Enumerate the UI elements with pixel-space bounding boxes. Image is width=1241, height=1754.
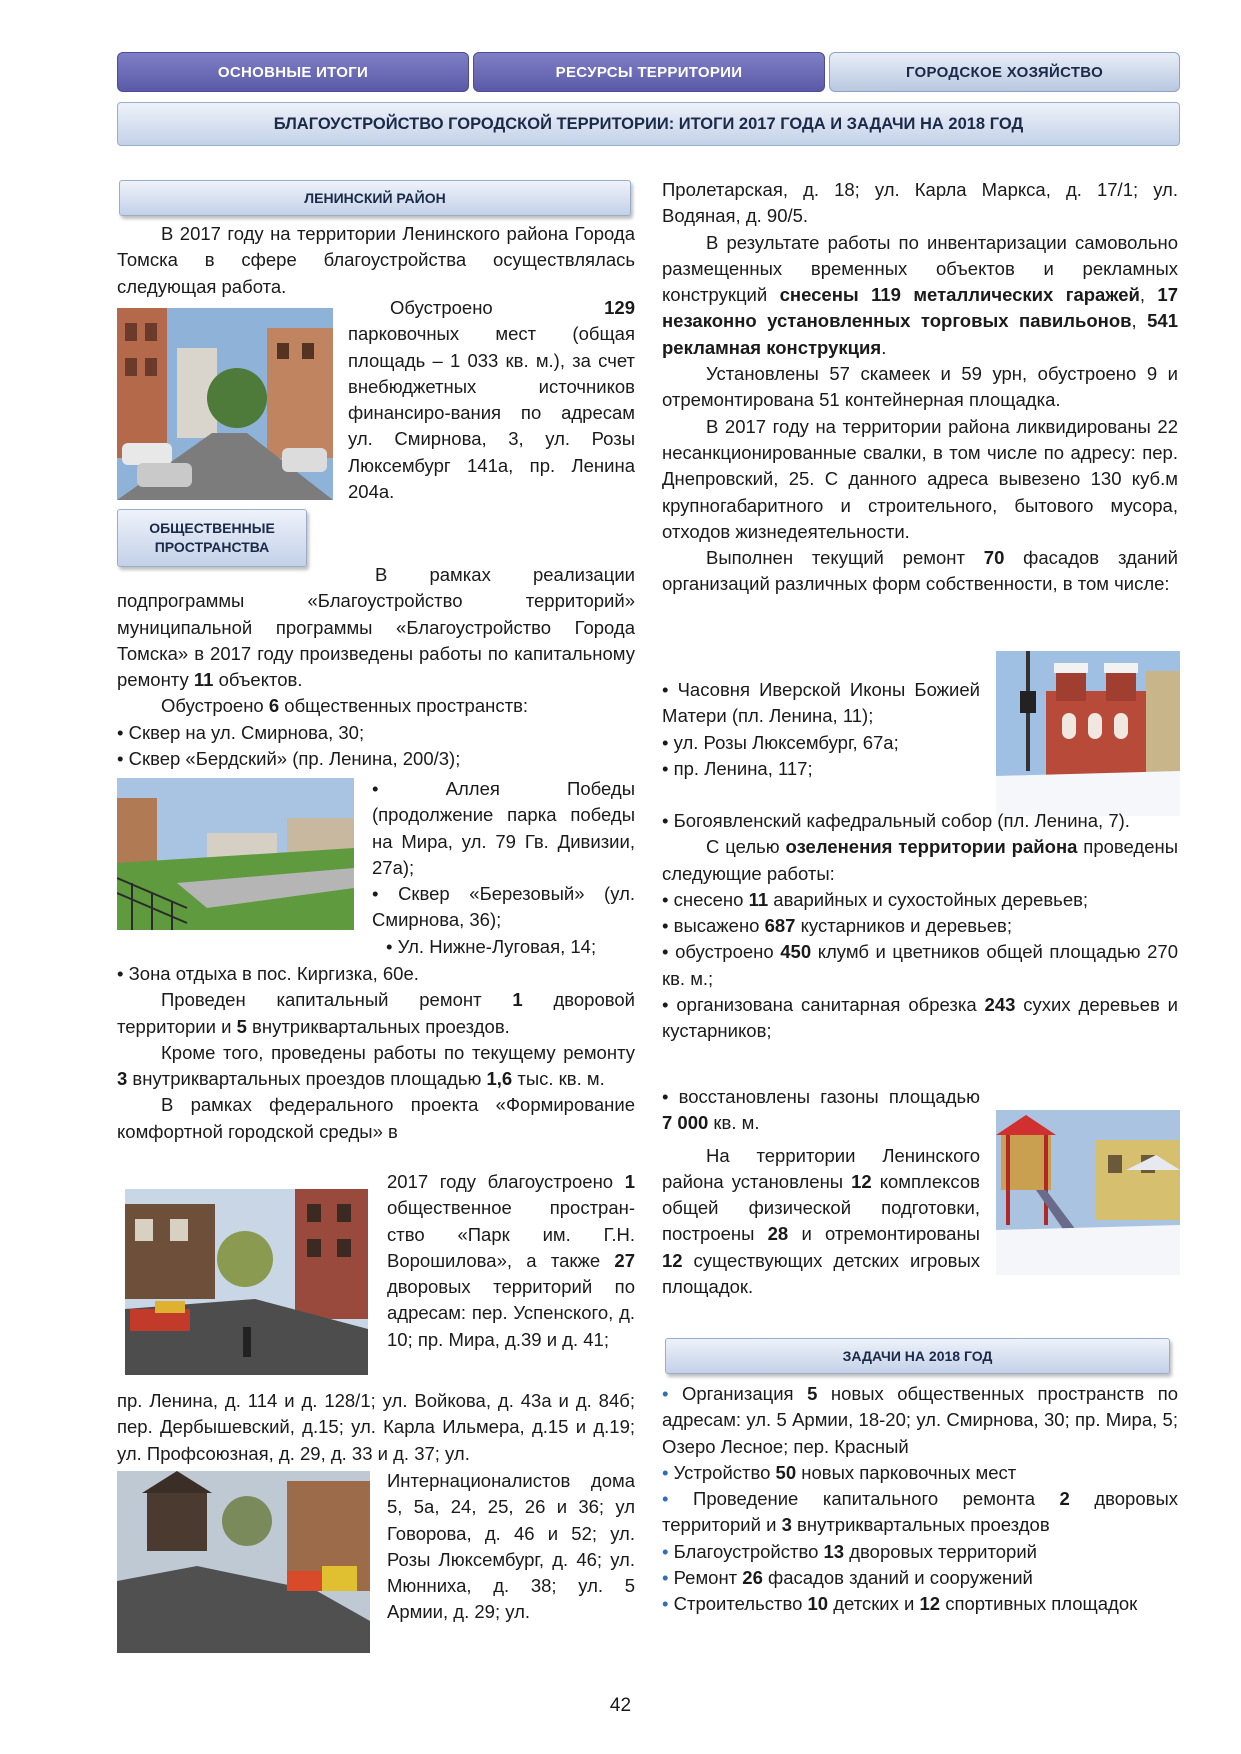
separator: , xyxy=(1131,310,1148,332)
current-area: 1,6 xyxy=(486,1068,513,1090)
current-count: 3 xyxy=(117,1068,128,1090)
list-item-text: Аллея Победы (продолжение парка победы на Мира, ул. 79 Гв. Дивизии, 27а); xyxy=(372,778,635,878)
current-text: Кроме того, проведены работы по текущему ремонту xyxy=(161,1041,635,1063)
list-item: • пр. Ленина, 117; xyxy=(662,757,813,779)
list-item-text: фасадов зданий и сооружений xyxy=(762,1567,1033,1589)
repairs-paragraph xyxy=(117,961,635,1145)
list-item: • Ул. Нижне-Луговая, 14; xyxy=(386,935,597,957)
list-item: • Благоустройство 13 дворовых территорий xyxy=(662,1540,1038,1562)
spaces-text-end: общественных пространств: xyxy=(279,695,529,717)
list-item: • Богоявленский кафедральный собор (пл. Ленина, 7). xyxy=(662,810,1130,831)
task-number: 10 xyxy=(807,1593,829,1615)
page-title: БЛАГОУСТРОЙСТВО ГОРОДСКОЙ ТЕРРИТОРИИ: ИТОГИ 2017 ГОДА И ЗАДАЧИ НА 2018 ГОД xyxy=(273,114,1024,133)
garages-removed: снесены 119 металлических гаражей xyxy=(779,284,1140,306)
trees-planted-count: 687 xyxy=(764,915,796,937)
list-item-text: Богоявленский кафедральный собор (пл. Ленина, 7). xyxy=(673,810,1130,831)
trees-removed-count: 11 xyxy=(748,888,769,910)
federal-addresses-cont xyxy=(387,1468,635,1626)
task-number: 50 xyxy=(775,1461,797,1483)
parking-paragraph xyxy=(348,295,635,505)
list-item-text: высажено xyxy=(673,915,765,937)
list-item: • Строительство 10 детских и 12 спортивных площадок xyxy=(662,1593,1138,1615)
list-item-text: новых парковочных мест xyxy=(796,1461,1017,1483)
tab-label: ОСНОВНЫЕ ИТОГИ xyxy=(217,63,369,81)
list-item: • Сквер на ул. Смирнова, 30; xyxy=(117,721,365,743)
facades-text-end: фасадов зданий организаций различных форм собственности, в том числе: xyxy=(662,547,1178,595)
task-number: 3 xyxy=(781,1514,792,1536)
current-text-cont: внутриквартальных проездов площадью xyxy=(127,1068,487,1090)
program-paragraph xyxy=(117,562,635,772)
tab-main-results[interactable] xyxy=(117,52,469,92)
greening-text-end: проведены следующие работы: xyxy=(662,836,1178,884)
list-item-text: детских и xyxy=(828,1593,920,1615)
federal-paragraph xyxy=(387,1169,635,1353)
intro-paragraph xyxy=(117,221,635,300)
list-item: • высажено 687 кустарников и деревьев; xyxy=(662,915,1013,937)
fitness-complexes-count: 12 xyxy=(851,1170,872,1192)
page-number: 42 xyxy=(609,1695,632,1716)
list-item-text: сухих деревьев и кустарников; xyxy=(662,994,1178,1042)
federal-count-spaces: 1 xyxy=(624,1171,635,1192)
greening-text: С целью xyxy=(706,836,786,858)
facades-list xyxy=(662,677,980,782)
list-item-text: Устройство xyxy=(673,1461,776,1483)
separator: , xyxy=(1139,284,1158,306)
tasks-list xyxy=(662,1381,1178,1618)
list-item: • обустроено 450 клумб и цветников общей площадью 270 кв. м.; xyxy=(662,941,1178,989)
federal-addresses-text: пр. Ленина, д. 114 и д. 128/1; ул. Войкова, д. 43а и д. 84б; пер. Дербышевский, д.15; ул. Карла Ильмера, д.15 и д.19; ул. Профсоюзная, д. 29, д. 33 и д. 37; ул. xyxy=(117,1390,635,1464)
program-text-end: объектов. xyxy=(213,669,303,691)
list-item: • Сквер «Бердский» (пр. Ленина, 200/3); xyxy=(117,748,461,770)
list-item-text: клумб и цветников общей площадью 270 кв. м.; xyxy=(662,941,1178,989)
list-item: • организована санитарная обрезка 243 сухих деревьев и кустарников; xyxy=(662,994,1178,1042)
current-text-end: тыс. кв. м. xyxy=(512,1068,605,1090)
list-item-text: Организация xyxy=(681,1383,808,1404)
greening-section xyxy=(662,808,1178,1045)
sport-text-3: и отремонтированы xyxy=(788,1223,980,1245)
list-item: • Сквер «Березовый» (ул. Смирнова, 36); xyxy=(372,883,635,931)
task-number: 2 xyxy=(1059,1488,1070,1510)
program-text: В рамках реализации подпрограммы «Благоустройство территорий» муниципальной программы «Благоустройство Города Томска» в 2017 году произведены работы по капитальному ремонту xyxy=(117,564,635,691)
list-item: • снесено 11 аварийных и сухостойных деревьев; xyxy=(662,888,1089,910)
section-header-leninsky xyxy=(119,180,631,216)
parking-text: Обустроено xyxy=(390,297,605,318)
sport-text-2: комплексов общей физической подготовки, построены xyxy=(662,1170,980,1245)
playgrounds-built-count: 28 xyxy=(767,1223,789,1245)
list-item-text: дворовых территорий и xyxy=(662,1488,1179,1536)
list-item: • Зона отдыха в пос. Киргизка, 60е. xyxy=(117,963,419,984)
capital-count-roads: 5 xyxy=(236,1015,247,1037)
dumps-text: В 2017 году на территории района ликвидированы 22 несанкционированные свалки, в том числе по адресу: пер. Днепровский, 25. С данного адреса вывезено 130 куб.м крупногабаритного и строительного, бытового мусора, отходов жизнедеятельности. xyxy=(662,415,1178,542)
section-title: ЗАДАЧИ НА 2018 ГОД xyxy=(842,1348,993,1364)
list-item-text: Ул. Нижне-Луговая, 14; xyxy=(397,935,597,957)
list-item-text: организована санитарная обрезка xyxy=(676,994,985,1016)
list-item-text: аварийных и сухостойных деревьев; xyxy=(768,888,1089,910)
spaces-count: 6 xyxy=(268,695,280,717)
federal-text: В рамках федерального проекта «Формирование комфортной городской среды» в xyxy=(117,1094,635,1142)
section-title: ЛЕНИНСКИЙ РАЙОН xyxy=(304,190,446,206)
right-text-top xyxy=(662,177,1178,598)
task-number: 12 xyxy=(919,1593,941,1615)
benches-text: Установлены 57 скамеек и 59 урн, обустроено 9 и отремонтирована 51 контейнерная площадка. xyxy=(662,363,1178,411)
task-number: 13 xyxy=(823,1540,845,1562)
flowerbeds-count: 450 xyxy=(780,941,812,963)
list-item: • Проведение капитального ремонта 2 дворовых территорий и 3 внутриквартальных проездов xyxy=(662,1488,1179,1536)
street-parking-photo xyxy=(117,308,333,500)
federal-addresses xyxy=(117,1388,635,1467)
separator: . xyxy=(881,336,887,358)
facades-count: 70 xyxy=(983,547,1005,569)
list-item-text: дворовых территорий xyxy=(844,1540,1038,1562)
list-item-text: кв. м. xyxy=(708,1112,760,1134)
tab-label: ГОРОДСКОЕ ХОЗЯЙСТВО xyxy=(905,63,1104,81)
list-item-text: Зона отдыха в пос. Киргизка, 60е. xyxy=(128,963,419,984)
list-item-text: Ремонт xyxy=(673,1567,743,1589)
parking-count: 129 xyxy=(604,297,635,318)
addresses-continuation: Пролетарская, д. 18; ул. Карла Маркса, д. 17/1; ул. Водяная, д. 90/5. xyxy=(662,179,1178,227)
list-item-text: Сквер на ул. Смирнова, 30; xyxy=(128,721,365,743)
greening-emphasis: озеленения территории района xyxy=(785,836,1078,858)
list-item-text: Сквер «Березовый» (ул. Смирнова, 36); xyxy=(372,883,635,931)
list-item: • восстановлены газоны площадью 7 000 кв. м. xyxy=(662,1086,980,1134)
list-item: • Часовня Иверской Иконы Божией Матери (пл. Ленина, 11); xyxy=(662,679,980,727)
task-number: 5 xyxy=(807,1383,818,1404)
list-item-text: внутриквартальных проездов xyxy=(791,1514,1050,1536)
list-item-text: спортивных площадок xyxy=(940,1593,1138,1615)
list-item-text: Строительство xyxy=(673,1593,808,1615)
list-item-text: Сквер «Бердский» (пр. Ленина, 200/3); xyxy=(128,748,461,770)
federal-text-2: общественное простран-ство «Парк им. Г.Н. Ворошилова», а также xyxy=(387,1197,635,1271)
list-item-text: кустарников и деревьев; xyxy=(795,915,1013,937)
federal-count-yards: 27 xyxy=(614,1249,635,1271)
parking-text-cont: парковочных мест (общая площадь – 1 033 кв. м.), за счет внебюджетных источников финансиро-вания по адресам ул. Смирнова, 3, ул. Розы Люксембург 141а, пр. Ленина 204а. xyxy=(348,323,635,503)
intro-text: В 2017 году на территории Ленинского района Города Томска в сфере благоустройства осуществлялась следующая работа. xyxy=(117,223,635,297)
pruning-count: 243 xyxy=(984,994,1016,1016)
federal-addresses-text-cont: Интернационалистов дома 5, 5а, 24, 25, 26 и 36; ул Говорова, д. 46 и 52; ул. Розы Люксембург, д. 46; ул. Мюнниха, д. 38; ул. 5 Армии, д. 29; ул. xyxy=(387,1470,635,1623)
page-banner xyxy=(117,102,1180,146)
task-number: 26 xyxy=(742,1567,763,1589)
sport-text-end: существующих детских игровых площадок. xyxy=(662,1249,980,1298)
public-spaces-label-text: ОБЩЕСТВЕННЫЕ ПРОСТРАНСТВА xyxy=(149,520,275,555)
list-item-text: ул. Розы Люксембург, 67а; xyxy=(673,731,899,753)
section-header-tasks xyxy=(665,1338,1170,1374)
inventory-text: В результате работы по инвентаризации самовольно размещенных временных объектов и рекламных конструкций xyxy=(662,231,1178,306)
tab-city-economy[interactable] xyxy=(829,52,1180,92)
capital-text: Проведен капитальный ремонт xyxy=(161,989,513,1011)
federal-text-1: 2017 году благоустроено xyxy=(387,1171,625,1192)
playgrounds-repaired-count: 12 xyxy=(662,1249,683,1271)
tab-territory-resources[interactable] xyxy=(473,52,825,92)
capital-count-yards: 1 xyxy=(512,989,523,1011)
lawns-and-sport xyxy=(662,1084,980,1300)
list-item: • Устройство 50 новых парковочных мест xyxy=(662,1461,1017,1483)
list-item-text: Проведение капитального ремонта xyxy=(693,1488,1060,1510)
list-item-text: восстановлены газоны площадью xyxy=(678,1086,980,1107)
list-item-text: новых общественных пространств по адресам: ул. 5 Армии, 18-20; ул. Смирнова, 30; пр. Мира, 5; Озеро Лесное; пер. Красный xyxy=(662,1383,1178,1457)
list-item: • ул. Розы Люксембург, 67а; xyxy=(662,731,899,753)
tab-label: РЕСУРСЫ ТЕРРИТОРИИ xyxy=(555,63,743,81)
yard-playground-photo xyxy=(117,1471,370,1653)
list-item-text: снесено xyxy=(673,888,749,910)
sport-text: На территории Ленинского района установлены xyxy=(662,1144,980,1192)
program-count: 11 xyxy=(193,669,214,691)
public-spaces-label xyxy=(117,509,307,567)
lawn-area: 7 000 xyxy=(662,1112,709,1134)
capital-text-cont: дворовой территории и xyxy=(117,989,635,1037)
spaces-text: Обустроено xyxy=(161,695,269,717)
list-item-text: Благоустройство xyxy=(673,1540,824,1562)
capital-text-end: внутриквартальных проездов. xyxy=(246,1015,510,1037)
list-item-text: пр. Ленина, 117; xyxy=(673,757,813,779)
spaces-list-cont xyxy=(372,776,635,960)
list-item-text: обустроено xyxy=(675,941,781,963)
chapel-photo xyxy=(996,651,1180,816)
list-item: • Организация 5 новых общественных пространств по адресам: ул. 5 Армии, 18-20; ул. Смирнова, 30; пр. Мира, 5; Озеро Лесное; пер. Красный xyxy=(662,1383,1178,1457)
facades-text: Выполнен текущий ремонт xyxy=(706,547,984,569)
pavilions-removed: 17 незаконно установленных торговых павильонов xyxy=(662,284,1178,332)
list-item-text: Часовня Иверской Иконы Божией Матери (пл. Ленина, 11); xyxy=(662,679,980,727)
ads-removed: 541 рекламная конструкция xyxy=(662,310,1179,358)
courtyard-photo xyxy=(125,1189,368,1375)
playground-photo xyxy=(996,1110,1180,1275)
federal-text-3: дворовых территорий по адресам: пер. Успенского, д. 10; пр. Мира, д.39 и д. 41; xyxy=(387,1276,635,1350)
list-item: • Ремонт 26 фасадов зданий и сооружений xyxy=(662,1567,1033,1589)
park-alley-photo xyxy=(117,778,354,930)
list-item: • Аллея Победы (продолжение парка победы на Мира, ул. 79 Гв. Дивизии, 27а); xyxy=(372,778,635,878)
